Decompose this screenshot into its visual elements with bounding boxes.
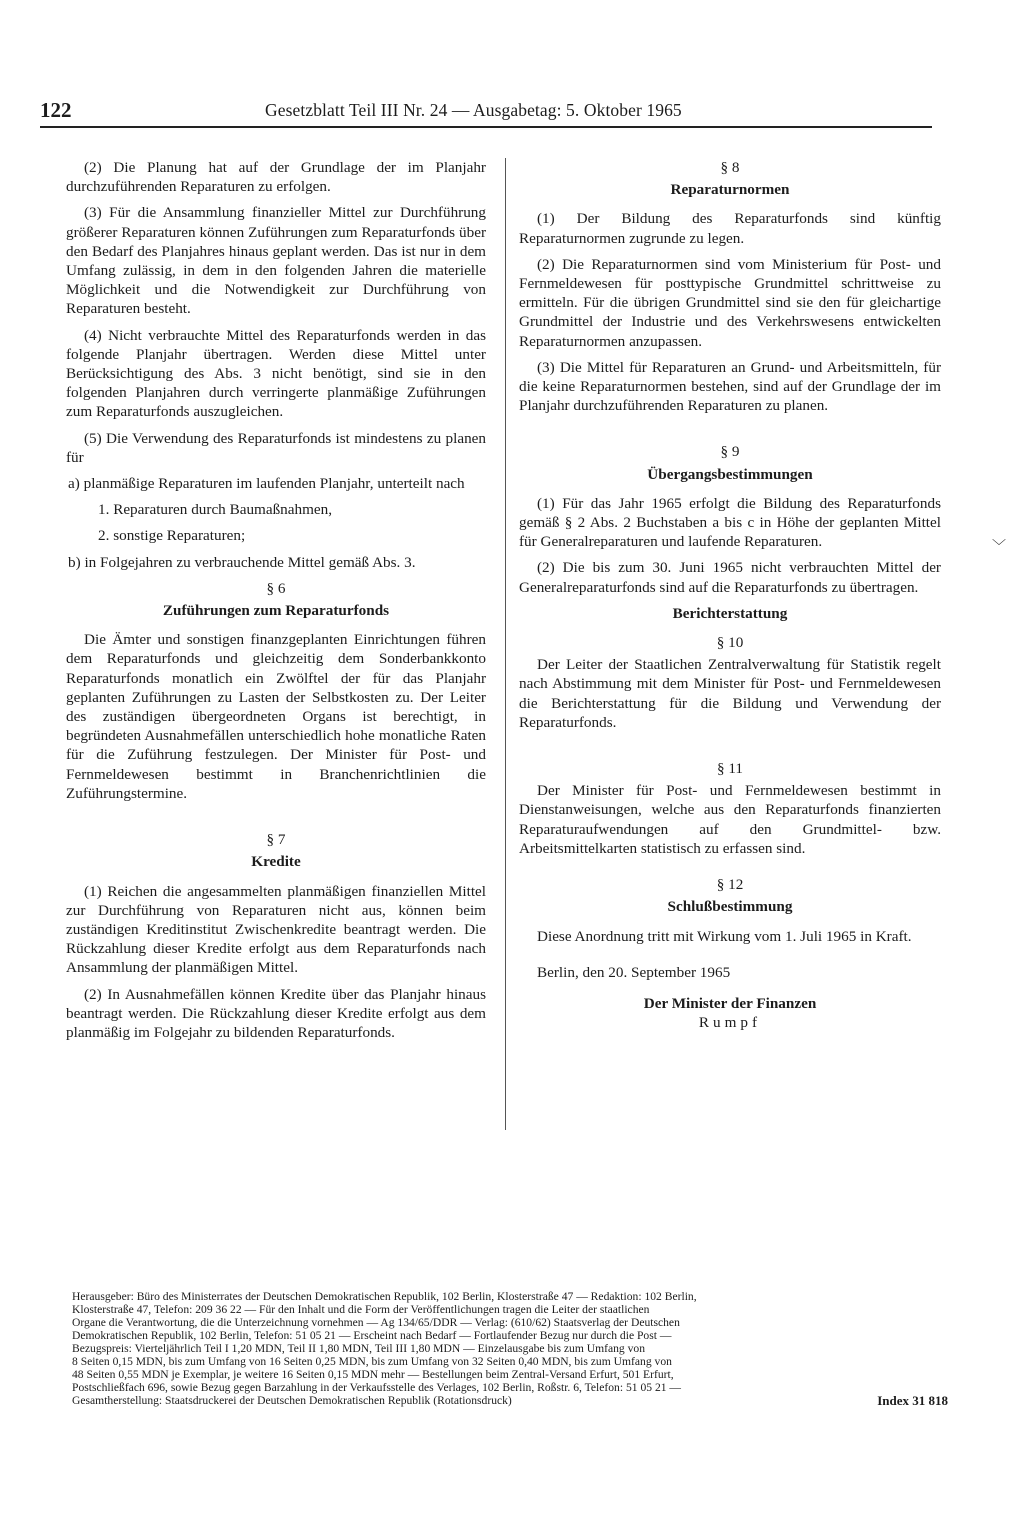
section-title: Berichterstattung	[672, 604, 788, 622]
section-number: § 10	[716, 634, 744, 652]
section-title: Kredite	[251, 853, 301, 871]
section-number: § 9	[720, 443, 740, 461]
paragraph: (5) Die Verwendung des Reparaturfonds ist mindestens zu planen für	[66, 429, 486, 466]
imprint-line: Klosterstraße 47, Telefon: 209 36 22 — Für den Inhalt und die Form der Veröffentlichungen tragen die Leiter der staatlichen	[72, 1303, 650, 1316]
paragraph: (2) Die Planung hat auf der Grundlage der im Planjahr durchzuführenden Reparaturen zu erfolgen.	[66, 159, 486, 196]
signatory-name: Rumpf	[698, 1014, 762, 1032]
paragraph: (1) Für das Jahr 1965 erfolgt die Bildung des Reparaturfonds gemäß § 2 Abs. 2 Buchstaben a bis c in Höhe der geplanten Mittel für Generalreparaturen und laufende Reparaturen.	[519, 494, 941, 551]
signatory-title: Der Minister der Finanzen	[643, 994, 817, 1012]
section-number: § 11	[716, 760, 743, 778]
paragraph: (2) In Ausnahmefällen können Kredite über das Planjahr hinaus beantragt werden. Die Rückzahlung dieser Kredite erfolgt aus dem planmäßig im Folgejahr zu bildenden Reparaturfonds.	[66, 985, 486, 1041]
section-number: § 12	[716, 876, 744, 894]
imprint-line: Demokratischen Republik, 102 Berlin, Telefon: 51 05 21 — Erscheint nach Bedarf — Fortlaufender Bezug nur durch die Post —	[72, 1329, 672, 1342]
imprint-footer	[72, 1290, 948, 1407]
list-item: a) planmäßige Reparaturen im laufenden Planjahr, unterteilt nach	[68, 475, 465, 493]
right-column	[519, 158, 941, 1032]
column-divider	[505, 158, 506, 1130]
paragraph: (3) Für die Ansammlung finanzieller Mittel zur Durchführung größerer Reparaturen können Zuführungen zum Reparaturfonds über den Bedarf des Planjahres hinaus geplant werden. Das ist nur in dem Umfang zulässig, in dem in den folgenden Jahren die materielle Möglichkeit und die Notwendigkeit zur Durchführung von Reparaturen besteht.	[66, 204, 486, 318]
paragraph: (1) Der Bildung des Reparaturfonds sind künftig Reparaturnormen zugrunde zu legen.	[519, 210, 941, 247]
imprint-line: Bezugspreis: Vierteljährlich Teil I 1,20 MDN, Teil II 1,80 MDN, Teil III 1,80 MDN — Einzelausgabe bis zum Umfang von	[72, 1342, 646, 1355]
section-title: Schlußbestimmung	[667, 898, 793, 916]
imprint-line: Organe die Verantwortung, die die Unterzeichnung vornehmen — Ag 134/65/DDR — Verlag: (610/62) Staatsverlag der Deutschen	[72, 1316, 680, 1329]
paragraph: (2) Die Reparaturnormen sind vom Ministerium für Post- und Fernmeldewesen für posttypische Grundmittel schrittweise zu ermitteln. Für die übrigen Grundmittel sind sie den für gleichartige Grundmittel der Industrie und des Verkehrswesens entwickelten Reparaturnormen anzupassen.	[519, 255, 941, 350]
paragraph: (4) Nicht verbrauchte Mittel des Reparaturfonds werden in das folgende Planjahr übertragen. Werden diese Mittel unter Berücksichtigung des Abs. 3 nicht benötigt, sind sie in den folgenden Planjahren durch verringerte planmäßige Zuführungen zum Reparaturfonds auszugleichen.	[66, 326, 486, 421]
section-title: Zuführungen zum Reparaturfonds	[162, 602, 390, 620]
running-title: Gesetzblatt Teil III Nr. 24 — Ausgabetag: 5. Oktober 1965	[265, 100, 682, 120]
page-number: 122	[40, 98, 72, 122]
imprint-line: 8 Seiten 0,15 MDN, bis zum Umfang von 16 Seiten 0,25 MDN, bis zum Umfang von 32 Seiten 0,40 MDN, bis zum Umfang von	[72, 1355, 672, 1368]
section-number: § 6	[266, 579, 286, 597]
imprint-line: 48 Seiten 0,55 MDN je Exemplar, je weitere 16 Seiten 0,15 MDN mehr — Bestellungen beim Zentral-Versand Erfurt, 501 Erfurt,	[72, 1368, 674, 1381]
left-column	[66, 158, 486, 1049]
imprint-line: Gesamtherstellung: Staatsdruckerei der Deutschen Demokratischen Republik (Rotationsdruck)	[72, 1394, 512, 1407]
paragraph: (1) Reichen die angesammelten planmäßigen finanziellen Mittel zur Durchführung von Reparaturen nicht aus, können beim zuständigen Kreditinstitut Zwischenkredite beantragt werden. Die Rückzahlung dieser Kredite erfolgt aus dem Reparaturfonds nach Ansammlung der planmäßigen Mittel.	[66, 882, 486, 977]
paragraph: Diese Anordnung tritt mit Wirkung vom 1. Juli 1965 in Kraft.	[537, 927, 912, 945]
section-number: § 8	[720, 159, 740, 176]
imprint-line: Herausgeber: Büro des Ministerrates der Deutschen Demokratischen Republik, 102 Berlin, Klosterstraße 47 — Redaktion: 102 Berlin,	[72, 1290, 697, 1303]
list-subitem: 2. sonstige Reparaturen;	[98, 527, 246, 545]
paragraph: Die Ämter und sonstigen finanzgeplanten Einrichtungen führen dem Reparaturfonds und gleichzeitig dem Sonderbankkonto Reparaturfonds monatlich ein Zwölftel der für das Planjahr geplanten Zuführungen zu Lasten der Selbstkosten zu. Der Leiter des zuständigen übergeordneten Organs ist berechtigt, in begründeten Ausnahmefällen unterschiedlich hohe monatliche Raten für die Zuführung festzulegen. Der Minister für Post- und Fernmeldewesen bestimmt in Branchenrichtlinien die Zuführungstermine.	[66, 631, 486, 802]
section-title: Übergangsbestimmungen	[647, 465, 813, 483]
list-item: b) in Folgejahren zu verbrauchende Mittel gemäß Abs. 3.	[68, 553, 416, 571]
paragraph: (2) Die bis zum 30. Juni 1965 nicht verbrauchten Mittel der Generalreparaturfonds sind auf die Reparaturfonds zu übertragen.	[519, 559, 941, 596]
section-title: Reparaturnormen	[670, 181, 790, 199]
imprint-line: Postschließfach 696, sowie Bezug gegen Barzahlung in der Verkaufsstelle des Verlages, 102 Berlin, Roßstr. 6, Telefon: 51 05 21 —	[72, 1381, 682, 1394]
page-header	[40, 96, 932, 128]
paragraph: Der Leiter der Staatlichen Zentralverwaltung für Statistik regelt nach Abstimmung mit dem Minister für Post- und Fernmeldewesen die Berichterstattung für die Bildung und Verwendung der Reparaturfonds.	[519, 656, 941, 731]
margin-mark: ﹀	[992, 540, 1006, 555]
list-subitem: 1. Reparaturen durch Baumaßnahmen,	[98, 501, 333, 519]
paragraph: Der Minister für Post- und Fernmeldewesen bestimmt in Dienstanweisungen, welche aus den Reparaturfonds finanzierten Reparaturaufwendungen auf den Grundmittel- bzw. Arbeitsmittelkarten statistisch zu erfassen sind.	[519, 782, 941, 857]
index-number: Index 31 818	[877, 1393, 948, 1408]
paragraph: (3) Die Mittel für Reparaturen an Grund- und Arbeitsmitteln, für die keine Reparaturnormen bestehen, sind auf der Grundlage der im Planjahr durchzuführenden Reparaturen zu planen.	[519, 358, 941, 415]
section-number: § 7	[266, 831, 286, 849]
date-line: Berlin, den 20. September 1965	[537, 963, 731, 981]
